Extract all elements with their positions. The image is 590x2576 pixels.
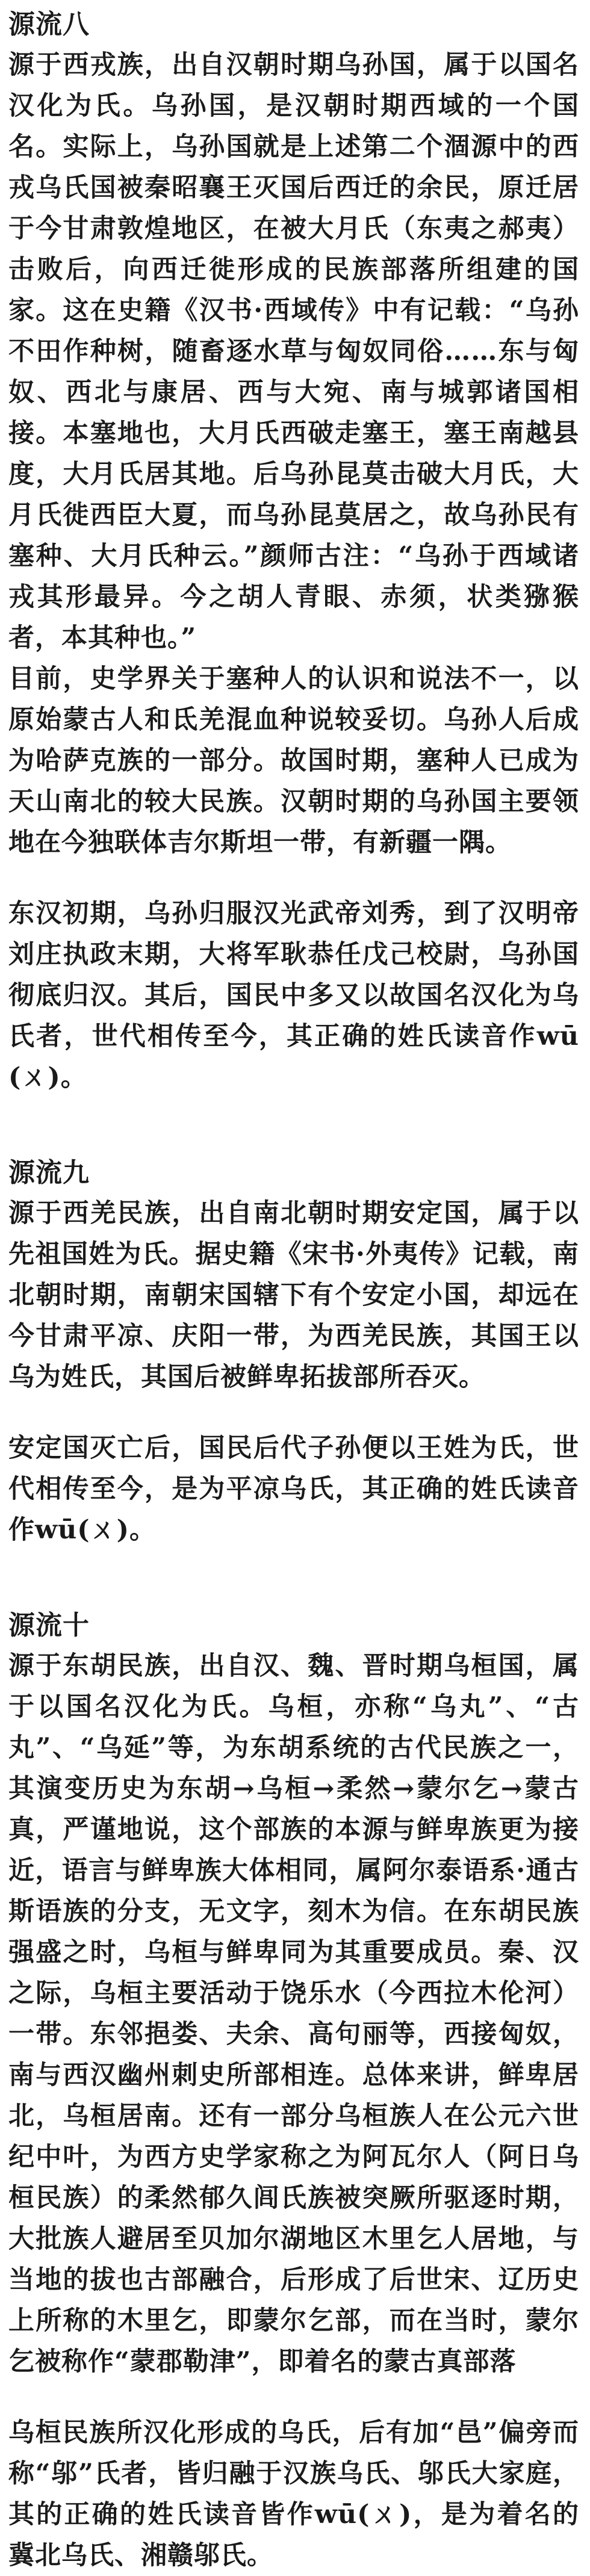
section-source-8 [8,7,579,1098]
section-paragraph: 源于西戎族，出自汉朝时期乌孙国，属于以国名汉化为氏。乌孙国，是汉朝时期西域的一个国名。实际上，乌孙国就是上述第二个涸源中的西戎乌氏国被秦昭襄王灭国后西迁的余民，原迁居于今甘肃敦煌地区，在被大月氏（东夷之郝夷）击败后，向西迁徙形成的民族部落所组建的国家。这在史籍《汉书·西域传》中有记载：“乌孙不田作种树，随畜逐水草与匈奴同俗……东与匈奴、西北与康居、西与大宛、南与城郭诸国相接。本塞地也，大月氏西破走塞王，塞王南越县度，大月氏居其地。后乌孙昆莫击破大月氏，大月氏徙西臣大夏，而乌孙昆莫居之，故乌孙民有塞种、大月氏种云。”颜师古注：“乌孙于西域诸戎其形最异。今之胡人青眼、赤须，状类猕猴者，本其种也。” [8,50,579,653]
section-spacer [8,1098,579,1156]
section-paragraph: 源于西羌民族，出自南北朝时期安定国，属于以先祖国姓为氏。据史籍《宋书·外夷传》记载，南北朝时期，南朝宋国辖下有个安定小国，却远在今甘肃平凉、庆阳一带，为西羌民族，其国王以乌为姓氏，其国后被鲜卑拓拔部所吞灭。 [8,1198,579,1392]
section-paragraph: 东汉初期，乌孙归服汉光武帝刘秀，到了汉明帝刘庄执政末期，大将军耿恭任戊己校尉，乌孙国彻底归汉。其后，国民中多又以故国名汉化为乌氏者，世代相传至今，其正确的姓氏读音作wū(ㄨ)。 [8,899,579,1092]
section-paragraph: 源于东胡民族，出自汉、魏、晋时期乌桓国，属于以国名汉化为氏。乌桓，亦称“乌丸”、“古丸”、“乌延”等，为东胡系统的古代民族之一，其演变历史为东胡→乌桓→柔然→蒙尔乞→蒙古真，严谨地说，这个部族的本源与鲜卑族更为接近，语言与鲜卑族大体相同，属阿尔泰语系·通古斯语族的分支，无文字，刻木为信。在东胡民族强盛之时，乌桓与鲜卑同为其重要成员。秦、汉之际，乌桓主要活动于饶乐水（今西拉木伦河）一带。东邻挹娄、夫余、高句丽等，西接匈奴，南与西汉幽州刺史所部相连。总体来讲，鲜卑居北，乌桓居南。还有一部分乌桓族人在公元六世纪中叶，为西方史学家称之为阿瓦尔人（阿日乌桓民族）的柔然郁久闾氏族被突厥所驱逐时期，大批族人避居至贝加尔湖地区木里乞人居地，与当地的拔也古部融合，后形成了后世宋、辽历史上所称的木里乞，即蒙尔乞部，而在当时，蒙尔乞被称作“蒙郡勒津”，即着名的蒙古真部落 [8,1651,579,2377]
section-spacer [8,1550,579,1608]
section-heading: 源流十 [8,1610,90,1641]
section-source-10 [8,1608,579,2576]
section-paragraph: 安定国灭亡后，国民后代子孙便以王姓为氏，世代相传至今，是为平凉乌氏，其正确的姓氏读音作wū(ㄨ)。 [8,1433,579,1545]
paragraph-spacer [8,2382,579,2412]
section-heading: 源流九 [8,1157,90,1188]
section-paragraph: 目前，史学界关于塞种人的认识和说法不一，以原始蒙古人和氐羌混血种说较妥切。乌孙人后成为哈萨克族的一部分。故国时期，塞种人已成为天山南北的较大民族。汉朝时期的乌孙国主要领地在今独联体吉尔斯坦一带，有新疆一隅。 [8,664,579,858]
section-paragraph: 乌桓民族所汉化形成的乌氏，后有加“邑”偏旁而称“邬”氏者，皆归融于汉族乌氏、邬氏大家庭，其的正确的姓氏读音皆作wū(ㄨ)，是为着名的冀北乌氏、湘赣邬氏。 [8,2418,579,2571]
paragraph-spacer [8,1398,579,1428]
section-source-9 [8,1156,579,1550]
section-heading: 源流八 [8,9,90,40]
paragraph-spacer [8,863,579,893]
